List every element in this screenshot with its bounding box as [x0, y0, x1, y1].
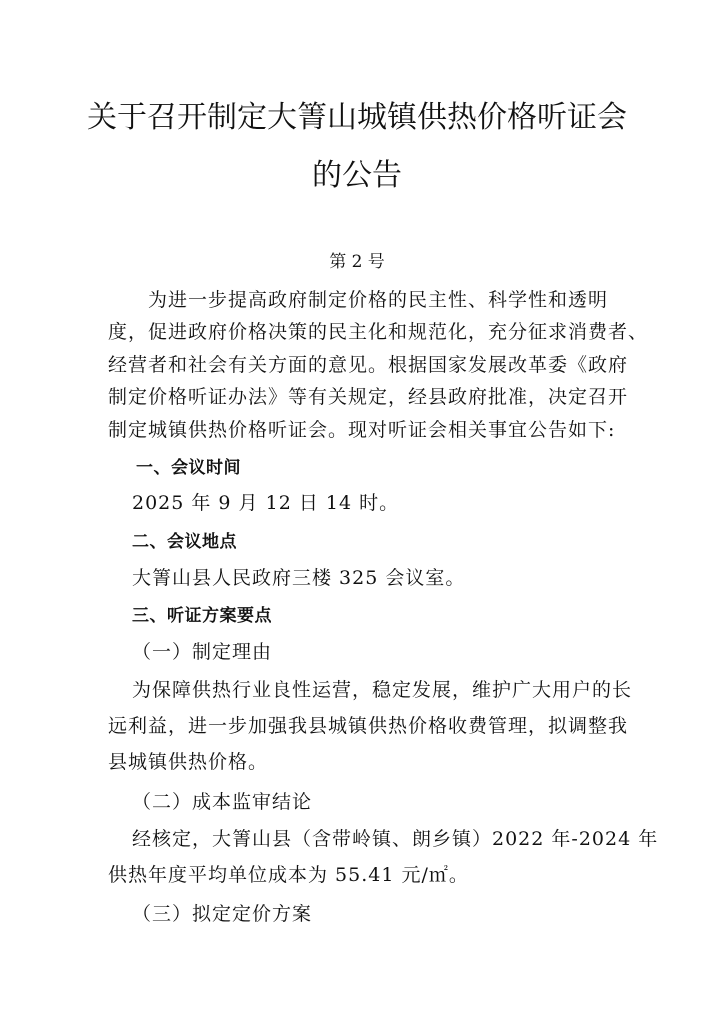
subsection-2-line-2: 供热年度平均单位成本为 55.41 元/㎡。	[108, 864, 469, 886]
intro-line-1: 为进一步提高政府制定价格的民主性、科学性和透明	[148, 289, 609, 311]
subsection-2-heading: （二）成本监审结论	[132, 791, 313, 813]
subsection-1-heading: （一）制定理由	[132, 641, 273, 663]
section-3-heading: 三、听证方案要点	[132, 606, 272, 626]
intro-line-2: 度，促进政府价格决策的民主化和规范化，充分征求消费者、	[108, 321, 649, 343]
section-1-content: 2025 年 9 月 12 日 14 时。	[132, 492, 400, 514]
section-2-content: 大箐山县人民政府三楼 325 会议室。	[132, 567, 466, 589]
subsection-1-line-2: 远利益，进一步加强我县城镇供热价格收费管理，拟调整我	[108, 715, 629, 737]
document-number: 第 2 号	[329, 252, 385, 272]
subsection-1-line-3: 县城镇供热价格。	[108, 751, 269, 773]
intro-line-5: 制定城镇供热价格听证会。现对听证会相关事宜公告如下:	[108, 419, 616, 441]
section-2-heading: 二、会议地点	[132, 532, 237, 552]
subsection-3-heading: （三）拟定定价方案	[132, 903, 313, 925]
intro-line-4: 制定价格听证办法》等有关规定，经县政府批准，决定召开	[108, 386, 629, 408]
subsection-1-line-1: 为保障供热行业良性运营，稳定发展，维护广大用户的长	[132, 679, 633, 701]
notice-title-line-2: 的公告	[312, 158, 402, 193]
subsection-2-line-1: 经核定，大箐山县（含带岭镇、朗乡镇）2022 年-2024 年	[132, 828, 659, 850]
section-1-heading: 一、会议时间	[136, 458, 241, 478]
notice-title-line-1: 关于召开制定大箐山城镇供热价格听证会	[87, 100, 627, 135]
intro-line-3: 经营者和社会有关方面的意见。根据国家发展改革委《政府	[108, 354, 629, 376]
